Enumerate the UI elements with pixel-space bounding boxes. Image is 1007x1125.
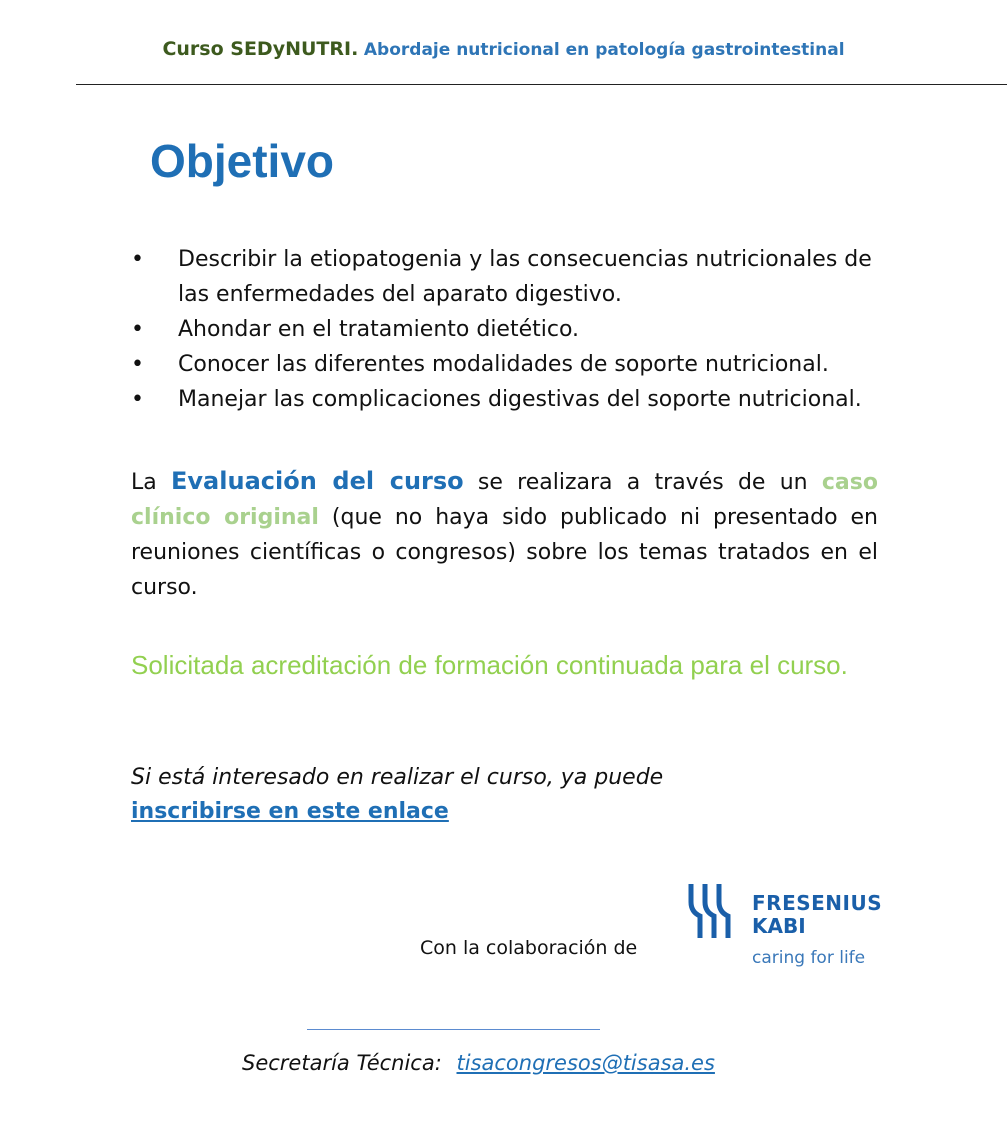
list-item (131, 312, 891, 347)
logo-tagline: caring for life (752, 948, 866, 968)
list-item (131, 347, 891, 382)
evaluation-paragraph (131, 464, 878, 605)
bullet-icon: • (131, 352, 144, 377)
objectives-list (131, 242, 891, 417)
page-header (0, 38, 1007, 60)
logo-line2: KABI (752, 914, 806, 938)
list-item-text: Ahondar en el tratamiento dietético. (178, 317, 580, 342)
evaluation-highlight: Evaluación del curso (171, 467, 464, 495)
page-title: Objetivo (150, 135, 335, 187)
header-divider (76, 84, 1007, 85)
secretaria-footer (242, 1051, 715, 1075)
bullet-icon: • (131, 387, 144, 412)
evaluation-pre: La (131, 470, 157, 495)
evaluation-mid: se realizara a través de un (477, 470, 808, 495)
list-item-text: Describir la etiopatogenia y las consecuencias nutricionales de las enfermedades del aparato digestivo. (178, 247, 872, 307)
header-subtitle: Abordaje nutricional en patología gastrointestinal (363, 40, 845, 60)
collaboration-label: Con la colaboración de (420, 937, 638, 959)
list-item (131, 382, 891, 417)
list-item-text: Conocer las diferentes modalidades de soporte nutricional. (178, 352, 829, 377)
fresenius-kabi-logo-icon (686, 882, 746, 942)
list-item (131, 242, 891, 312)
logo-line1: FRESENIUS (752, 891, 883, 915)
fresenius-kabi-logo (686, 880, 883, 975)
interest-text: Si está interesado en realizar el curso, ya puede (131, 765, 664, 790)
evaluation-post: (que no haya sido publicado ni presentado en reuniones científicas o congresos) sobre los temas tratados en el curso. (131, 505, 879, 600)
accreditation-note: Solicitada acreditación de formación continuada para el curso. (131, 650, 848, 680)
enroll-link[interactable]: inscribirse en este enlace (131, 799, 449, 824)
footer-divider (307, 1029, 600, 1030)
secretaria-email-link[interactable]: tisacongresos@tisasa.es (456, 1051, 715, 1075)
list-item-text: Manejar las complicaciones digestivas del soporte nutricional. (178, 387, 862, 412)
bullet-icon: • (131, 317, 144, 342)
bullet-icon: • (131, 247, 144, 272)
secretaria-label: Secretaría Técnica: (242, 1051, 442, 1075)
header-course: Curso SEDyNUTRI. (162, 38, 359, 60)
evaluation-green: caso clínico original (131, 470, 878, 530)
